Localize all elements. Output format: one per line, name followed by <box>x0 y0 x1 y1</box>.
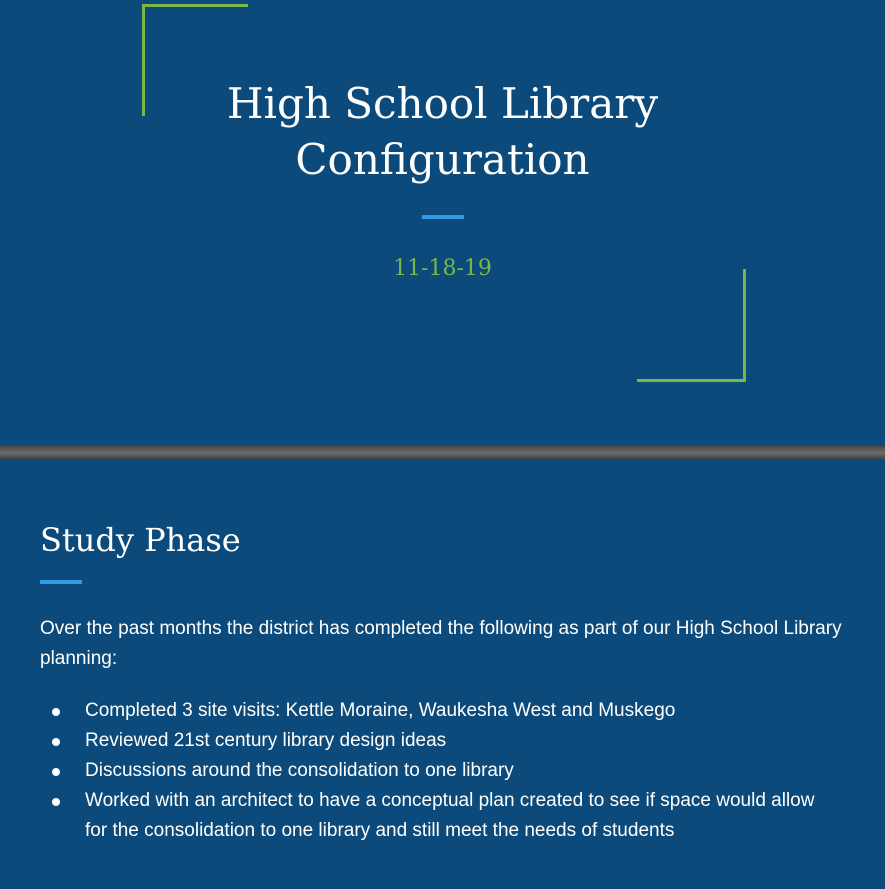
title-line-2: Configuration <box>295 135 590 184</box>
bullet-text: Reviewed 21st century library design ideas <box>85 730 447 751</box>
list-item <box>40 726 840 756</box>
bullet-icon <box>52 798 60 806</box>
list-item <box>40 786 840 846</box>
bullet-list <box>40 696 840 846</box>
slide-heading: Study Phase <box>40 521 241 559</box>
bullet-text: Worked with an architect to have a conceptual plan created to see if space would allow for the consolidation to one library and still meet the needs of students <box>85 790 815 841</box>
slide-separator <box>0 446 885 460</box>
title-accent-bar <box>422 215 464 219</box>
slide-title <box>0 76 885 188</box>
slide-date: 11-18-19 <box>393 256 492 281</box>
bullet-icon <box>52 738 60 746</box>
title-line-1: High School Library <box>226 79 659 128</box>
list-item <box>40 756 840 786</box>
bullet-icon <box>52 768 60 776</box>
bullet-text: Completed 3 site visits: Kettle Moraine, Waukesha West and Muskego <box>85 700 676 721</box>
heading-accent-bar <box>40 580 82 584</box>
intro-paragraph: Over the past months the district has completed the following as part of our High School Library planning: <box>40 618 842 669</box>
list-item <box>40 696 840 726</box>
corner-bracket-bottom-right <box>637 269 746 382</box>
bullet-icon <box>52 708 60 716</box>
bullet-text: Discussions around the consolidation to one library <box>85 760 514 781</box>
content-slide <box>0 460 885 889</box>
